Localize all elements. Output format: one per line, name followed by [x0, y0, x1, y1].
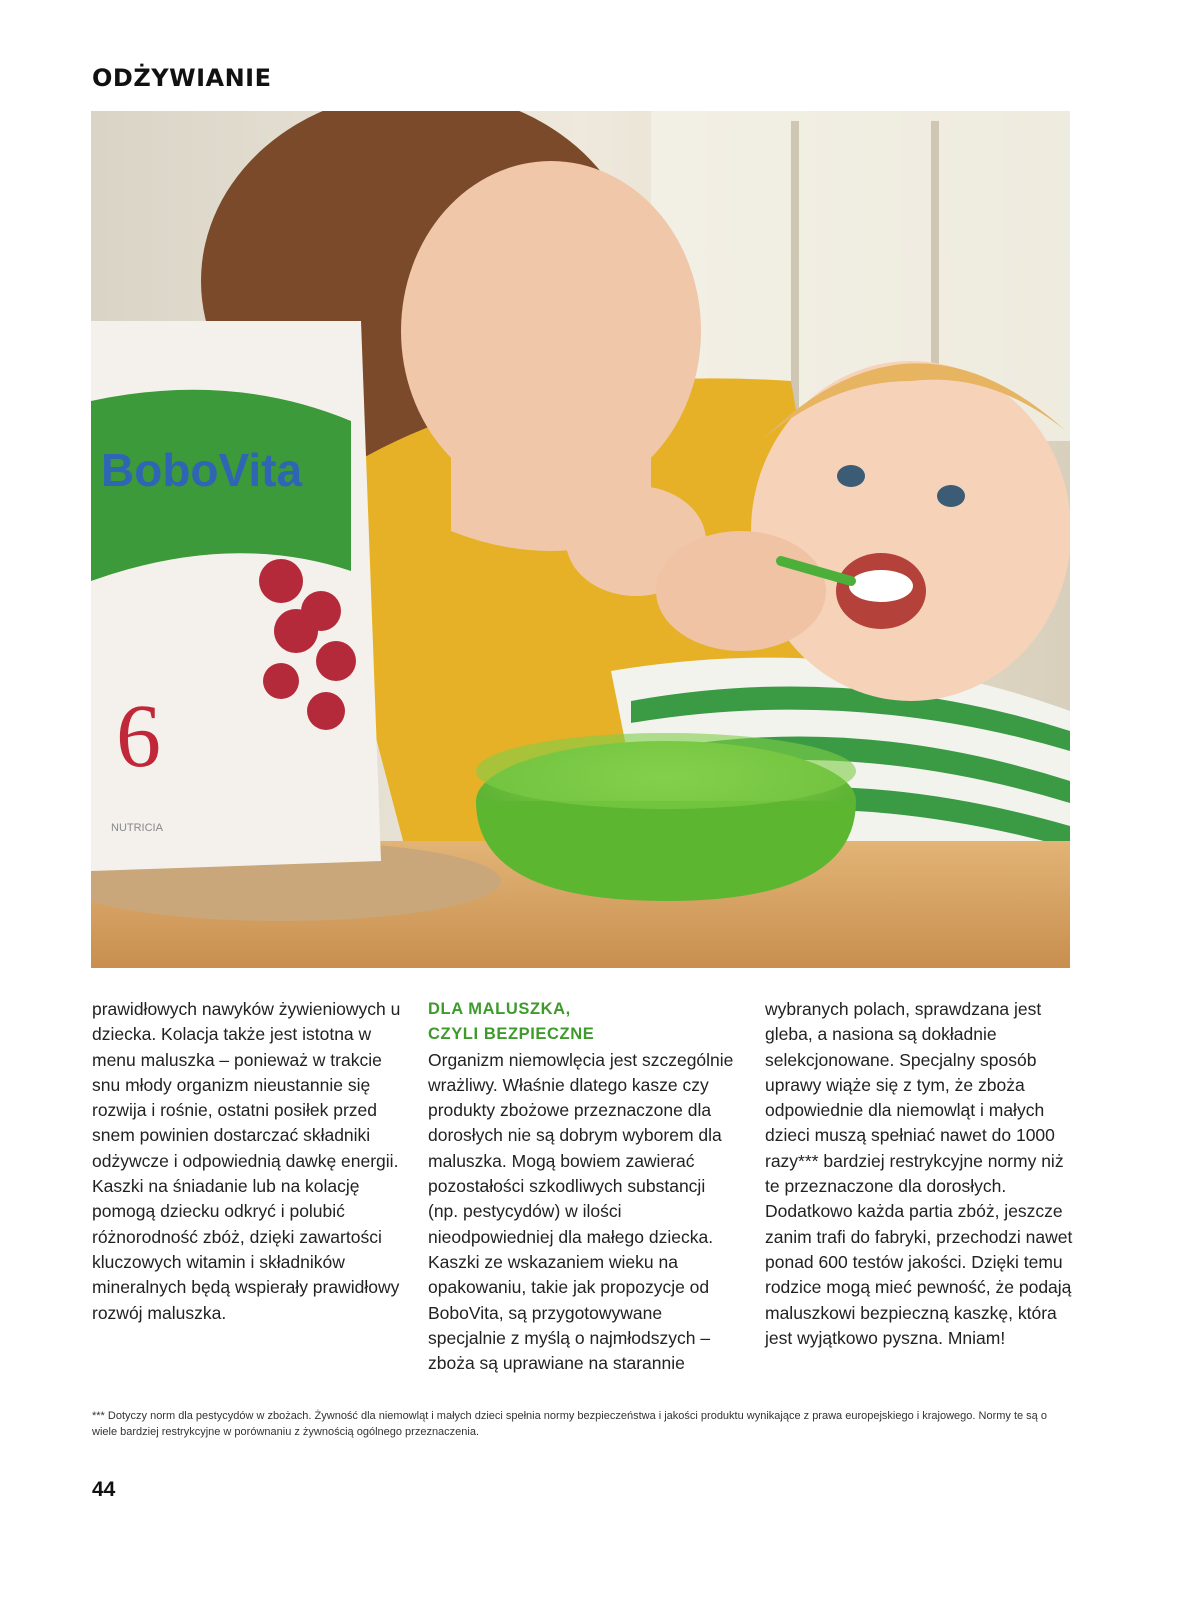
package-footer-text: NUTRICIA — [111, 822, 163, 834]
section-title: ODŻYWIANIE — [92, 64, 272, 92]
column-1-text: prawidłowych nawyków żywieniowych u dziecka. Kolacja także jest istotna w menu maluszka – ponieważ w trakcie snu młody organizm nieustannie się rozwija i rośnie, ostatni posiłek przed snem powinien dostarczać składniki odżywcze i odpowiednią dawkę energii. Kaszki na śniadanie lub na kolację pomogą dziecku odkryć i polubić różnorodność zbóż, dzięki zawartości kluczowych witamin i składników mineralnych będą wspierały prawidłowy rozwój maluszka. — [92, 999, 401, 1323]
package-age-badge: 6 — [116, 687, 161, 786]
footnote: *** Dotyczy norm dla pestycydów w zbożach. Żywność dla niemowląt i małych dzieci spełnia normy bezpieczeństwa i jakości produktu wynikające z prawa europejskiego i krajowego. Normy te są o wiele bardziej restrykcyjne w porównaniu z żywnością ogólnego przeznaczenia. — [92, 1410, 1047, 1438]
mother-feeding-baby-illustration — [91, 111, 1070, 968]
subheading-line-1: DLA MALUSZKA, — [428, 1000, 571, 1018]
package-brand-text: BoboVita — [101, 444, 303, 496]
column-2-text: Organizm niemowlęcia jest szczególnie wrażliwy. Właśnie dlatego kasze czy produkty zbożowe przeznaczone dla dorosłych nie są dobrym wyborem dla maluszka. Mogą bowiem zawierać pozostałości szkodliwych substancji (np. pestycydów) w ilości nieodpowiedniej dla małego dziecka. Kaszki ze wskazaniem wieku na opakowaniu, takie jak propozycje od BoboVita, są przygotowywane specjalnie z myślą o najmłodszych – zboża są uprawiane na starannie — [428, 1049, 734, 1374]
column-3-text: wybranych polach, sprawdzana jest gleba, a nasiona są dokładnie selekcjonowane. Specjalny sposób uprawy wiąże się z tym, że zboża odpowiednie dla niemowląt i małych dzieci muszą spełniać nawet do 1000 razy*** bardziej restrykcyjne normy niż te przeznaczone dla dorosłych. Dodatkowo każda partia zbóż, jeszcze zanim trafi do fabryki, przechodzi nawet ponad 600 testów jakości. Dzięki temu rodzice mogą mieć pewność, że podają maluszkowi bezpieczną kaszkę, która jest wyjątkowo pyszna. Mniam! — [765, 999, 1073, 1348]
page-number: 44 — [92, 1478, 116, 1501]
hero-photo — [91, 111, 1070, 968]
article-column-2 — [428, 997, 738, 1376]
article-column-1 — [92, 997, 402, 1326]
article-column-3 — [765, 997, 1075, 1351]
subheading-line-2: CZYLI BEZPIECZNE — [428, 1025, 595, 1044]
